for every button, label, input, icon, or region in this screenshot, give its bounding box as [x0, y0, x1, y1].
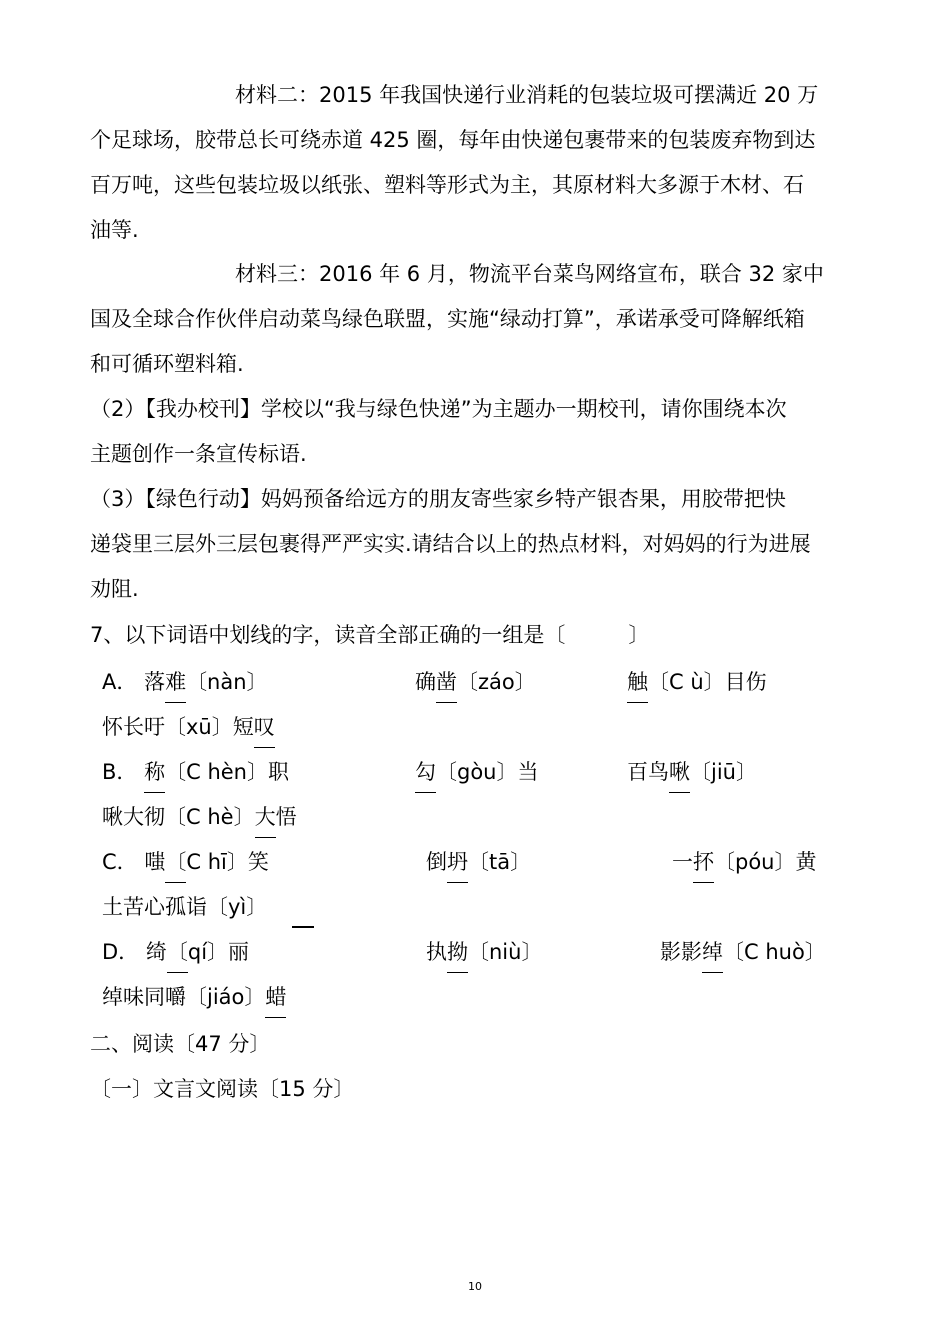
question2-line1: （2）【我办校刊】学校以“我与绿色快递”为主题办一期校刊，请你围绕本次 — [90, 397, 787, 421]
option-a-label: A． — [102, 670, 138, 694]
option-a-word4: 怀长吁〔xū〕短叹 — [102, 712, 275, 742]
underlined-char: 啾 — [669, 757, 690, 787]
option-d-word2: 执拗〔niù〕 — [426, 937, 542, 967]
material2-line1: 材料二：2015 年我国快递行业消耗的包装垃圾可摆满近 20 万 — [235, 83, 819, 107]
option-d-word4: 绰味同嚼〔jiáo〕蜡 — [102, 982, 286, 1012]
underlined-char: 拗 — [447, 937, 468, 967]
material3-line3: 和可循环塑料箱. — [90, 352, 244, 376]
section-heading-reading: 二、阅读〔47 分〕 — [90, 1032, 271, 1056]
underlined-char: 抔 — [693, 847, 714, 877]
option-c-label: C． — [102, 850, 138, 874]
page-number: 10 — [468, 1280, 482, 1293]
underlined-char: 触 — [627, 667, 648, 697]
option-b-label: B． — [102, 760, 138, 784]
option-b-word4: 啾大彻〔C hè〕大悟 — [102, 802, 297, 832]
underline-mark — [292, 926, 314, 928]
option-b-word2: 勾〔gòu〕当 — [415, 757, 539, 787]
material3-line1: 材料三：2016 年 6 月，物流平台菜鸟网络宣布，联合 32 家中 — [235, 262, 824, 286]
underlined-char: 坍 — [447, 847, 468, 877]
underlined-char: 难 — [165, 667, 186, 697]
underlined-char: 〔 — [167, 937, 188, 967]
option-c-word4: 土苦心孤诣〔yì〕 — [102, 895, 268, 919]
underlined-char: 称 — [144, 757, 165, 787]
material2-line2: 个足球场，胶带总长可绕赤道 425 圈，每年由快递包裹带来的包装废弃物到达 — [90, 128, 816, 152]
question2-line2: 主题创作一条宣传标语. — [90, 442, 307, 466]
question3-line2: 递袋里三层外三层包裹得严严实实.请结合以上的热点材料，对妈妈的行为进展 — [90, 532, 811, 556]
underlined-char: 大 — [255, 802, 276, 832]
subsection-heading-classical: 〔一〕文言文阅读〔15 分〕 — [90, 1077, 355, 1101]
option-b-word3: 百鸟啾〔jiū〕 — [627, 757, 757, 787]
material2-line4: 油等. — [90, 218, 139, 242]
option-c: C． 嗤〔C hī〕笑 — [102, 847, 269, 877]
option-d: D． 绮〔qí〕丽 — [102, 937, 249, 967]
option-a-word2: 确凿〔záo〕 — [415, 667, 536, 697]
underlined-char: 凿 — [436, 667, 457, 697]
question3-line1: （3）【绿色行动】妈妈预备给远方的朋友寄些家乡特产银杏果，用胶带把快 — [90, 487, 786, 511]
option-b: B． 称〔C hèn〕职 — [102, 757, 289, 787]
option-a-word3: 触〔C ù〕目伤 — [627, 667, 767, 697]
underlined-char: 蜡 — [265, 982, 286, 1012]
underlined-char: 勾 — [415, 757, 436, 787]
question7-stem: 7、以下词语中划线的字，读音全部正确的一组是〔 〕 — [90, 623, 650, 647]
option-d-word3: 影影绰〔C huò〕 — [660, 937, 826, 967]
option-c-word2: 倒坍〔tā〕 — [426, 847, 531, 877]
underlined-char: 绰 — [702, 937, 723, 967]
material3-line2: 国及全球合作伙伴启动菜鸟绿色联盟，实施“绿动打算”，承诺承受可降解纸箱 — [90, 307, 805, 331]
option-c-word3: 一抔〔póu〕黄 — [672, 847, 817, 877]
option-a: A． 落难〔nàn〕 — [102, 667, 268, 697]
option-d-label: D． — [102, 940, 140, 964]
material2-line3: 百万吨，这些包装垃圾以纸张、塑料等形式为主，其原材料大多源于木材、石 — [90, 173, 804, 197]
question3-line3: 劝阻. — [90, 577, 139, 601]
underlined-char: 〔 — [165, 847, 186, 877]
underlined-char: 叹 — [254, 712, 275, 742]
